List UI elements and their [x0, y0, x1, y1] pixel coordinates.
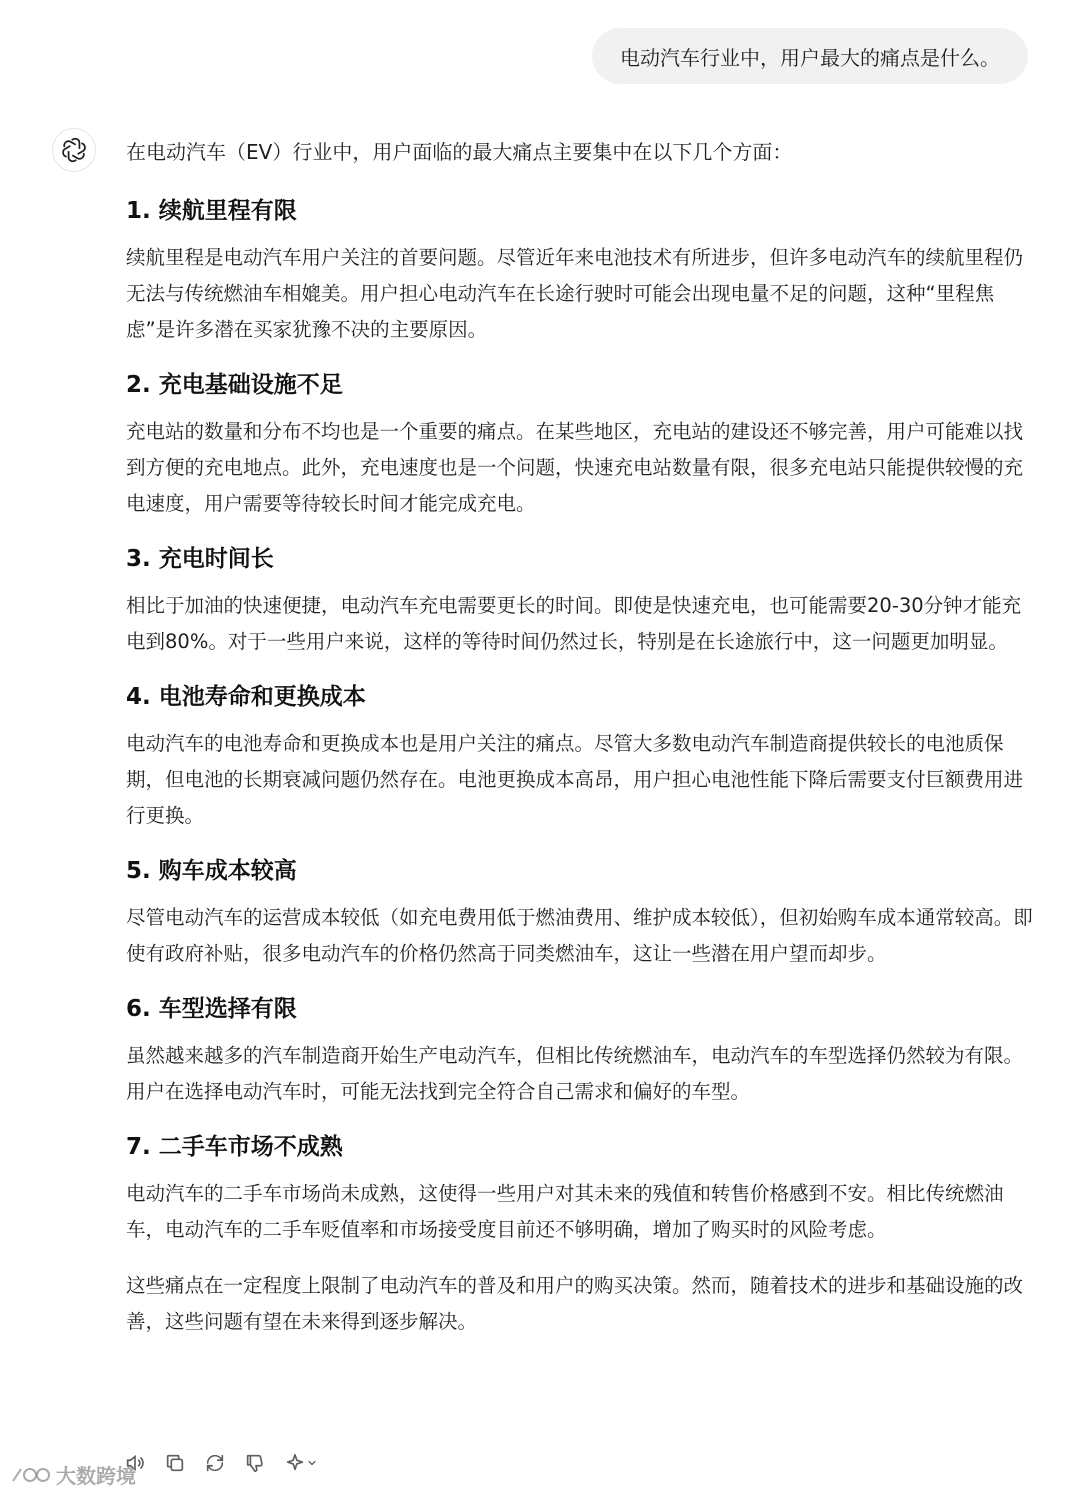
watermark-text: 大数跨境	[56, 1464, 136, 1488]
section-title: 7. 二手车市场不成熟	[126, 1134, 343, 1160]
response-conclusion: 这些痛点在一定程度上限制了电动汽车的普及和用户的购买决策。然而，随着技术的进步和基础设施的改善，这些问题有望在未来得到逐步解决。	[126, 1274, 1024, 1333]
section-purchase-cost	[126, 854, 1036, 972]
switch-model-button[interactable]	[280, 1448, 322, 1478]
section-title: 3. 充电时间长	[126, 546, 274, 572]
thumbs-down-button[interactable]	[240, 1448, 270, 1478]
section-title: 1. 续航里程有限	[126, 198, 297, 224]
section-charging-time	[126, 542, 1036, 660]
section-title: 4. 电池寿命和更换成本	[126, 684, 366, 710]
regenerate-button[interactable]	[200, 1448, 230, 1478]
section-body: 虽然越来越多的汽车制造商开始生产电动汽车，但相比传统燃油车，电动汽车的车型选择仍然较为有限。用户在选择电动汽车时，可能无法找到完全符合自己需求和偏好的车型。	[126, 1044, 1024, 1103]
section-charging-infrastructure	[126, 368, 1036, 522]
copy-button[interactable]	[160, 1448, 190, 1478]
user-message-text: 电动汽车行业中，用户最大的痛点是什么。	[620, 45, 1000, 70]
section-title: 6. 车型选择有限	[126, 996, 297, 1022]
section-used-market	[126, 1130, 1036, 1248]
section-body: 电动汽车的二手车市场尚未成熟，这使得一些用户对其未来的残值和转售价格感到不安。相比传统燃油车，电动汽车的二手车贬值率和市场接受度目前还不够明确，增加了购买时的风险考虑。	[126, 1182, 1004, 1241]
watermark	[10, 1460, 136, 1489]
watermark-logo-icon	[10, 1463, 50, 1487]
response-intro: 在电动汽车（EV）行业中，用户面临的最大痛点主要集中在以下几个方面：	[126, 140, 793, 164]
chevron-down-icon	[306, 1457, 318, 1469]
openai-logo-icon	[61, 137, 87, 163]
section-model-choice	[126, 992, 1036, 1110]
section-body: 续航里程是电动汽车用户关注的首要问题。尽管近年来电池技术有所进步，但许多电动汽车的续航里程仍无法与传统燃油车相媲美。用户担心电动汽车在长途行驶时可能会出现电量不足的问题，这种“里程焦虑”是许多潜在买家犹豫不决的主要原因。	[126, 246, 1024, 341]
copy-icon	[164, 1452, 186, 1474]
section-title: 2. 充电基础设施不足	[126, 372, 343, 398]
section-battery-life	[126, 680, 1036, 834]
section-body: 相比于加油的快速便捷，电动汽车充电需要更长的时间。即使是快速充电，也可能需要20-30分钟才能充电到80%。对于一些用户来说，这样的等待时间仍然过长，特别是在长途旅行中，这一问题更加明显。	[126, 594, 1022, 653]
section-body: 尽管电动汽车的运营成本较低（如充电费用低于燃油费用、维护成本较低），但初始购车成本通常较高。即使有政府补贴，很多电动汽车的价格仍然高于同类燃油车，这让一些潜在用户望而却步。	[126, 906, 1033, 965]
section-body: 充电站的数量和分布不均也是一个重要的痛点。在某些地区，充电站的建设还不够完善，用户可能难以找到方便的充电地点。此外，充电速度也是一个问题，快速充电站数量有限，很多充电站只能提供较慢的充电速度，用户需要等待较长时间才能完成充电。	[126, 420, 1024, 515]
thumbs-down-icon	[244, 1452, 266, 1474]
section-title: 5. 购车成本较高	[126, 858, 297, 884]
regenerate-icon	[204, 1452, 226, 1474]
response-actions-toolbar	[120, 1448, 322, 1478]
assistant-avatar	[52, 128, 96, 172]
sparkle-model-icon	[284, 1452, 306, 1474]
section-range	[126, 194, 1036, 348]
section-body: 电动汽车的电池寿命和更换成本也是用户关注的痛点。尽管大多数电动汽车制造商提供较长的电池质保期，但电池的长期衰减问题仍然存在。电池更换成本高昂，用户担心电池性能下降后需要支付巨额费用进行更换。	[126, 732, 1024, 827]
assistant-response	[126, 134, 1036, 1340]
user-message-bubble	[592, 28, 1028, 84]
